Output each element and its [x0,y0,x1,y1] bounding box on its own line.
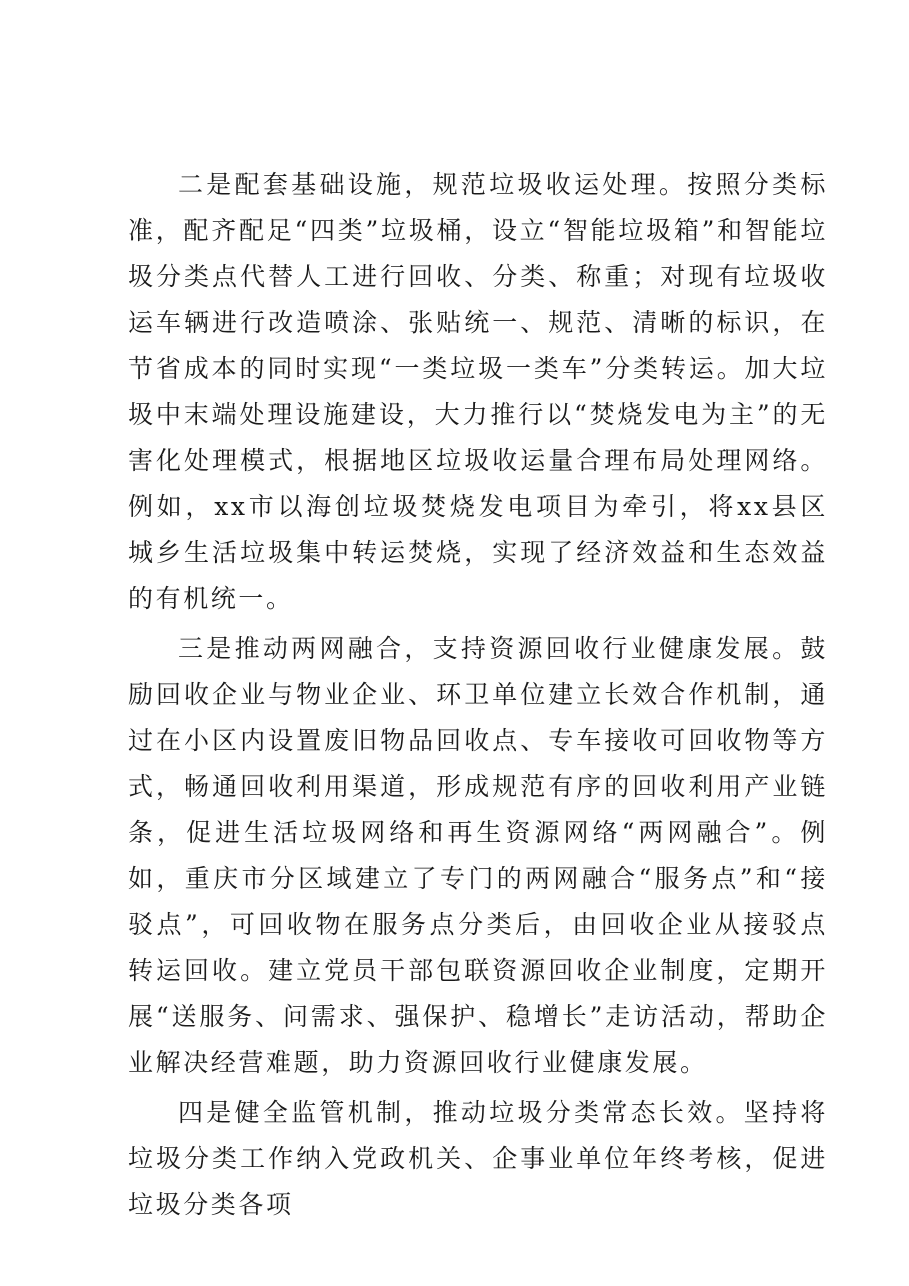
paragraph-supervision-mechanism: 四是健全监管机制，推动垃圾分类常态长效。坚持将垃圾分类工作纳入党政机关、企事业单位年终考核，促进垃圾分类各项 [128,1098,828,1219]
paragraph-two-network-integration: 三是推动两网融合，支持资源回收行业健康发展。鼓励回收企业与物业企业、环卫单位建立长效合作机制，通过在小区内设置废旧物品回收点、专车接收可回收物等方式，畅通回收利用渠道，形成规范有序的回收利用产业链条，促进生活垃圾网络和再生资源网络“两网融合”。例如，重庆市分区域建立了专门的两网融合“服务点”和“接驳点”，可回收物在服务点分类后，由回收企业从接驳点转运回收。建立党员干部包联资源回收企业制度，定期开展“送服务、问需求、强保护、稳增长”走访活动，帮助企业解决经营难题，助力资源回收行业健康发展。 [128,634,828,1077]
document-body [128,162,828,1232]
paragraph-infrastructure: 二是配套基础设施，规范垃圾收运处理。按照分类标准，配齐配足“四类”垃圾桶，设立“智能垃圾箱”和智能垃圾分类点代替人工进行回收、分类、称重；对现有垃圾收运车辆进行改造喷涂、张贴统一、规范、清晰的标识，在节省成本的同时实现“一类垃圾一类车”分类转运。加大垃圾中末端处理设施建设，大力推行以“焚烧发电为主”的无害化处理模式，根据地区垃圾收运量合理布局处理网络。例如，xx市以海创垃圾焚烧发电项目为牵引，将xx县区城乡生活垃圾集中转运焚烧，实现了经济效益和生态效益的有机统一。 [128,170,828,613]
